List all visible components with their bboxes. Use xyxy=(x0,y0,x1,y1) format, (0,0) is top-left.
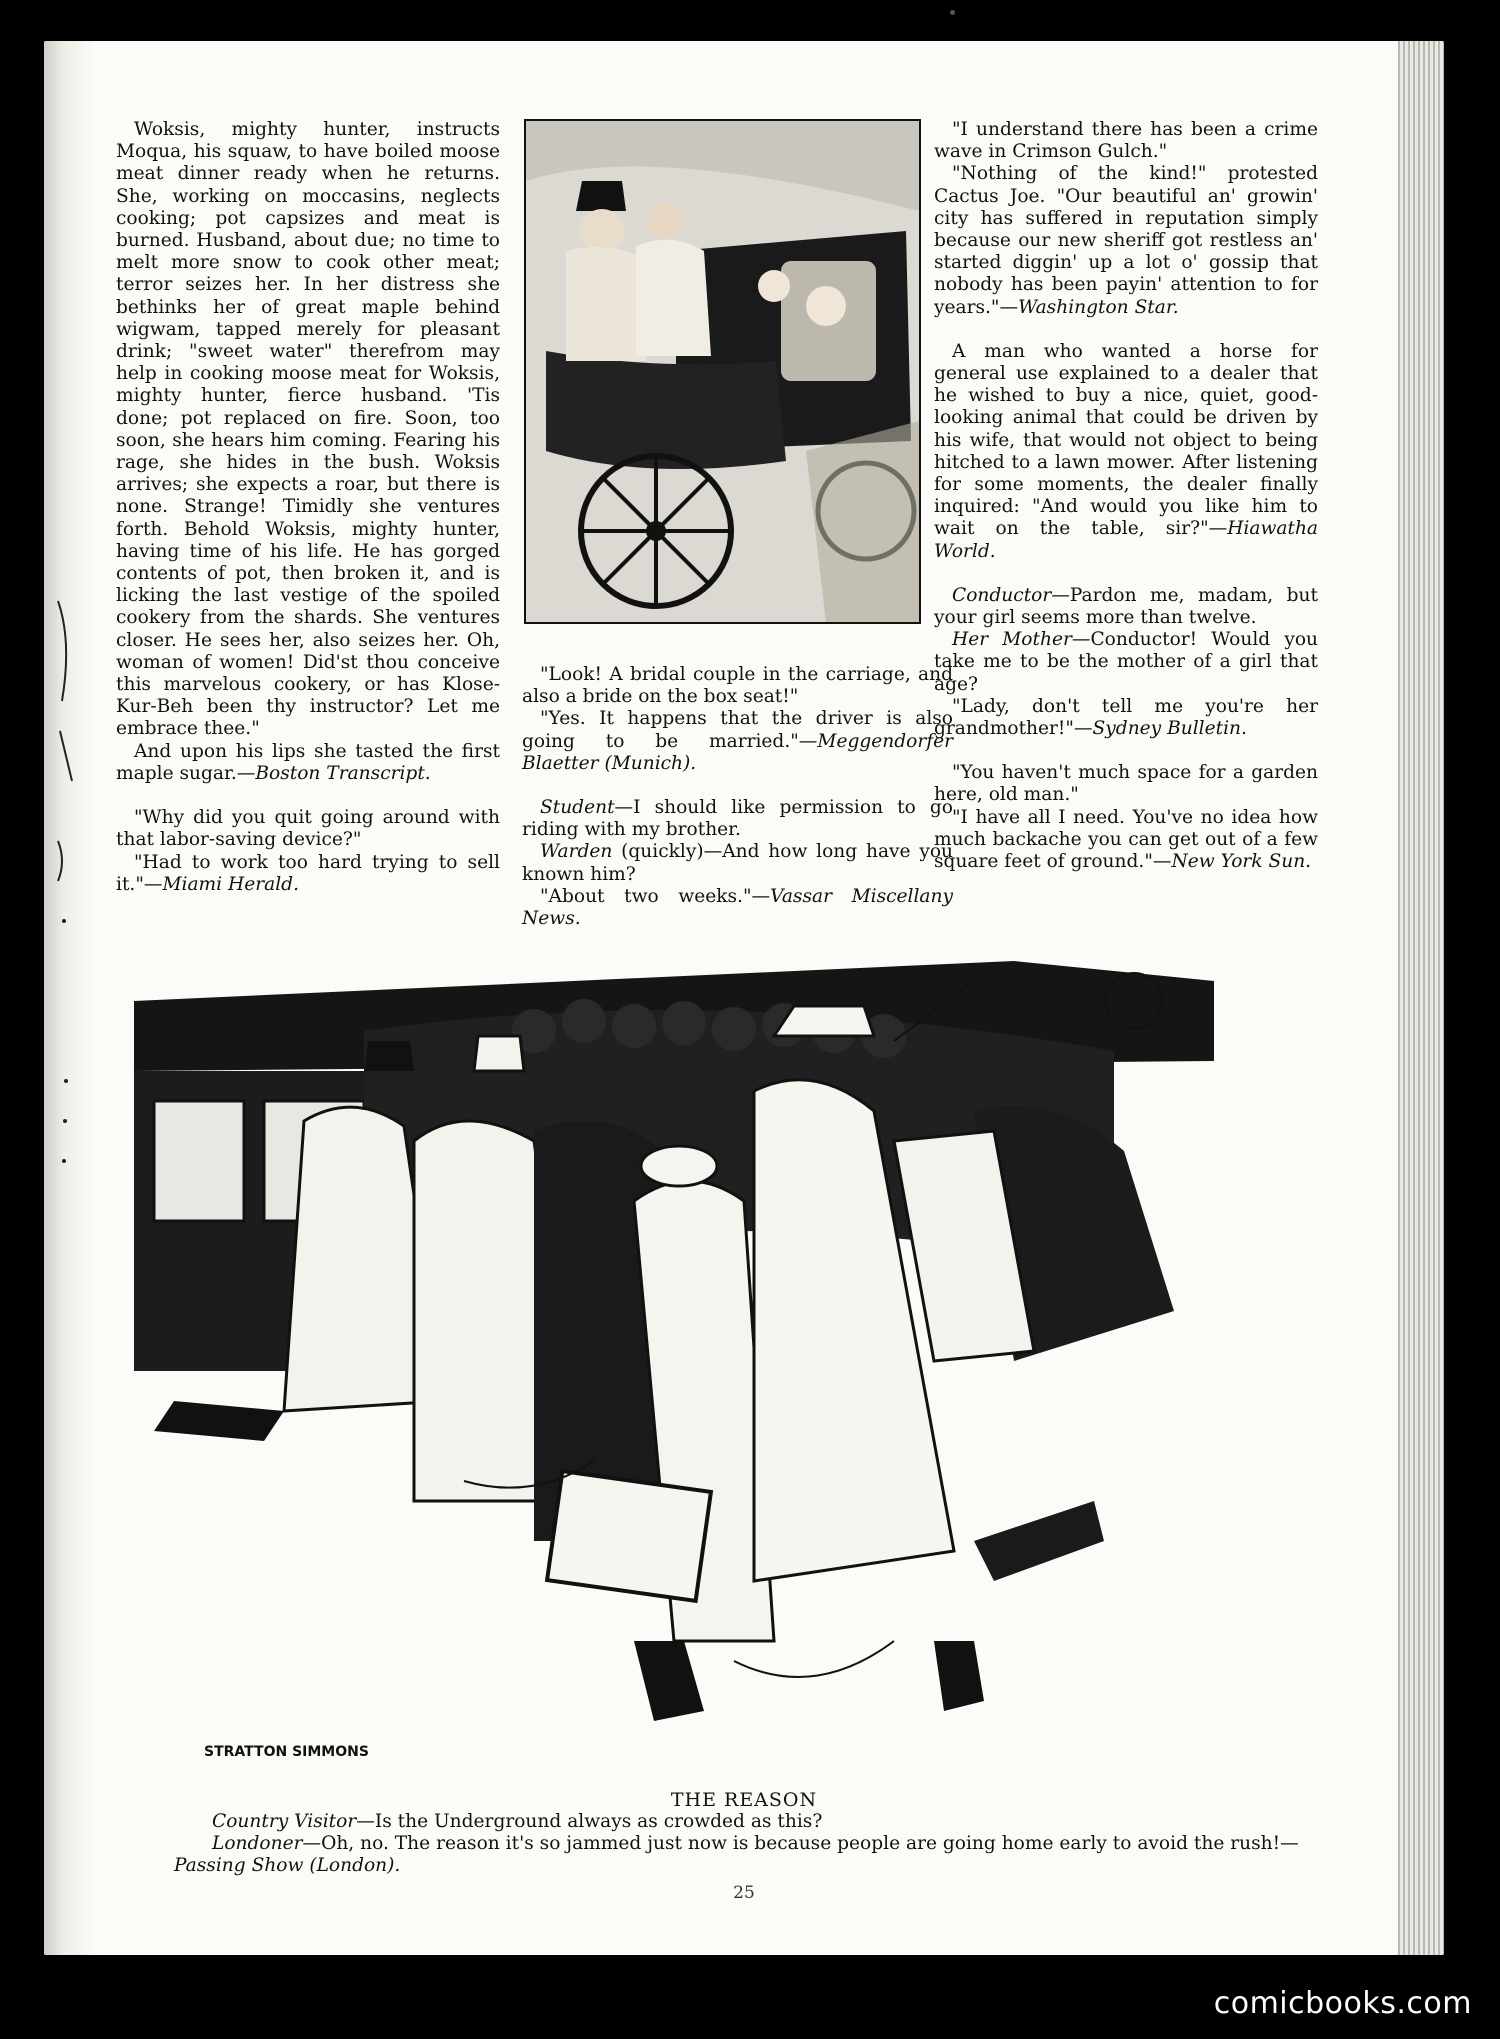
joke-labor-saving-q: "Why did you quit going around with that labor-saving device?" xyxy=(116,807,500,851)
joke-student-reply: "About two weeks."—Vassar Miscellany News. xyxy=(522,885,954,930)
source-vassar: Vassar Miscellany News. xyxy=(522,885,954,930)
magazine-page xyxy=(44,41,1444,1955)
source-boston-transcript: Boston Transcript. xyxy=(255,762,431,784)
page-edge-stack xyxy=(1398,41,1444,1955)
source-sydney-bulletin: Sydney Bulletin. xyxy=(1092,718,1247,740)
carriage-drawing xyxy=(526,121,919,622)
facing-page-bleed xyxy=(52,581,82,1441)
scan-dust-mark xyxy=(950,10,955,15)
column-left xyxy=(116,119,500,896)
joke-garden-a: "I have all I need. You've no idea how much backache you can get out of a few square feet of ground."—New York Sun. xyxy=(934,806,1318,873)
woksis-ending: And upon his lips she tasted the first maple sugar.—Boston Transcript. xyxy=(116,740,500,784)
joke-mother: Her Mother—Conductor! Would you take me to be the mother of a girl that age? xyxy=(934,629,1319,695)
speaker-country-visitor: Country Visitor xyxy=(212,1811,357,1832)
artist-signature: STRATTON SIMMONS xyxy=(204,1744,369,1760)
joke-horse: A man who wanted a horse for general use explained to a dealer that he wished to buy a nice, quiet, good-looking animal that could be driven by his wife, that would not object to being hitched to a lawn mower. After listening for some moments, the dealer finally inquired: "And would you like him to wait on the table, sir?"—Hiawatha World. xyxy=(934,340,1318,562)
underground-crowd-cartoon xyxy=(114,941,1362,1776)
source-hiawatha-world: Hiawatha World. xyxy=(934,518,1318,562)
joke-crime-wave-q: "I understand there has been a crime wave in Crimson Gulch." xyxy=(934,119,1318,163)
speaker-londoner: Londoner xyxy=(212,1833,303,1854)
source-miami-herald: Miami Herald. xyxy=(162,873,299,895)
source-meggendorfer: Meggendorfer Blaetter (Munich). xyxy=(522,730,953,774)
caption-londoner: Londoner—Oh, no. The reason it's so jammed just now is because people are going home early to avoid the rush!—Passing Show (London). xyxy=(174,1833,1299,1876)
cartoon-caption xyxy=(174,1811,1314,1877)
joke-garden-q: "You haven't much space for a garden here, old man." xyxy=(934,762,1318,806)
speaker-her-mother: Her Mother xyxy=(952,629,1072,651)
source-washington-star: Washington Star. xyxy=(1018,296,1179,318)
watermark-text: comicbooks.com xyxy=(1213,1986,1472,2021)
speaker-conductor: Conductor xyxy=(952,584,1052,606)
joke-warden: Warden (quickly)—And how long have you known him? xyxy=(522,841,953,885)
page-number: 25 xyxy=(733,1883,755,1903)
joke-grandmother: "Lady, don't tell me you're her grandmother!"—Sydney Bulletin. xyxy=(934,695,1318,740)
source-passing-show: Passing Show (London). xyxy=(174,1855,401,1876)
joke-conductor: Conductor—Pardon me, madam, but your girl seems more than twelve. xyxy=(934,584,1318,629)
cartoon-title: THE REASON xyxy=(670,1789,818,1811)
joke-crime-wave-a: "Nothing of the kind!" protested Cactus Joe. "Our beautiful an' growin' city has suffered in reputation simply because our new sheriff got restless an' started diggin' up a lot o' gossip that nobody has been payin' attention to for years."—Washington Star. xyxy=(934,163,1318,318)
woksis-story: Woksis, mighty hunter, instructs Moqua, his squaw, to have boiled moose meat dinner ready when he returns. She, working on moccasins, neglects cooking; pot capsizes and meat is burned. Husband, about due; no time to melt more snow to cook other meat; terror seizes her. In her distress she bethinks her of great maple behind wigwam, tapped merely for pleasant drink; "sweet water" therefrom may help in cooking moose meat for Woksis, mighty hunter, fierce husband. 'Tis done; pot replaced on fire. Soon, too soon, she hears him coming. Fearing his rage, she hides in the bush. Woksis arrives; she expects a roar, but there is none. Strange! Timidly she ventures forth. Behold Woksis, mighty hunter, having time of his life. He has gorged contents of pot, then broken it, and is licking the last vestige of the spoiled cookery from the shards. She ventures closer. He sees her, also seizes her. Oh, woman of women! Did'st thou conceive this marvelous cookery, or has Klose-Kur-Beh been thy instructor? Let me embrace thee." xyxy=(116,119,500,740)
caption-country-visitor: Country Visitor—Is the Underground always as crowded as this? xyxy=(212,1811,823,1832)
column-right xyxy=(934,119,1318,873)
bridal-caption-1: "Look! A bridal couple in the carriage, and also a bride on the box seat!" xyxy=(522,664,953,708)
speaker-student: Student xyxy=(540,797,615,819)
column-middle-text xyxy=(522,664,953,930)
crowd-drawing xyxy=(114,941,1362,1776)
joke-student: Student—I should like permission to go riding with my brother. xyxy=(522,797,953,841)
bridal-caption-2: "Yes. It happens that the driver is also going to be married."—Meggendorfer Blaetter (Munich). xyxy=(522,708,953,774)
joke-labor-saving-a: "Had to work too hard trying to sell it."—Miami Herald. xyxy=(116,851,500,895)
speaker-warden: Warden xyxy=(540,841,613,863)
source-new-york-sun: New York Sun. xyxy=(1171,851,1312,873)
bridal-carriage-illustration xyxy=(524,119,921,624)
